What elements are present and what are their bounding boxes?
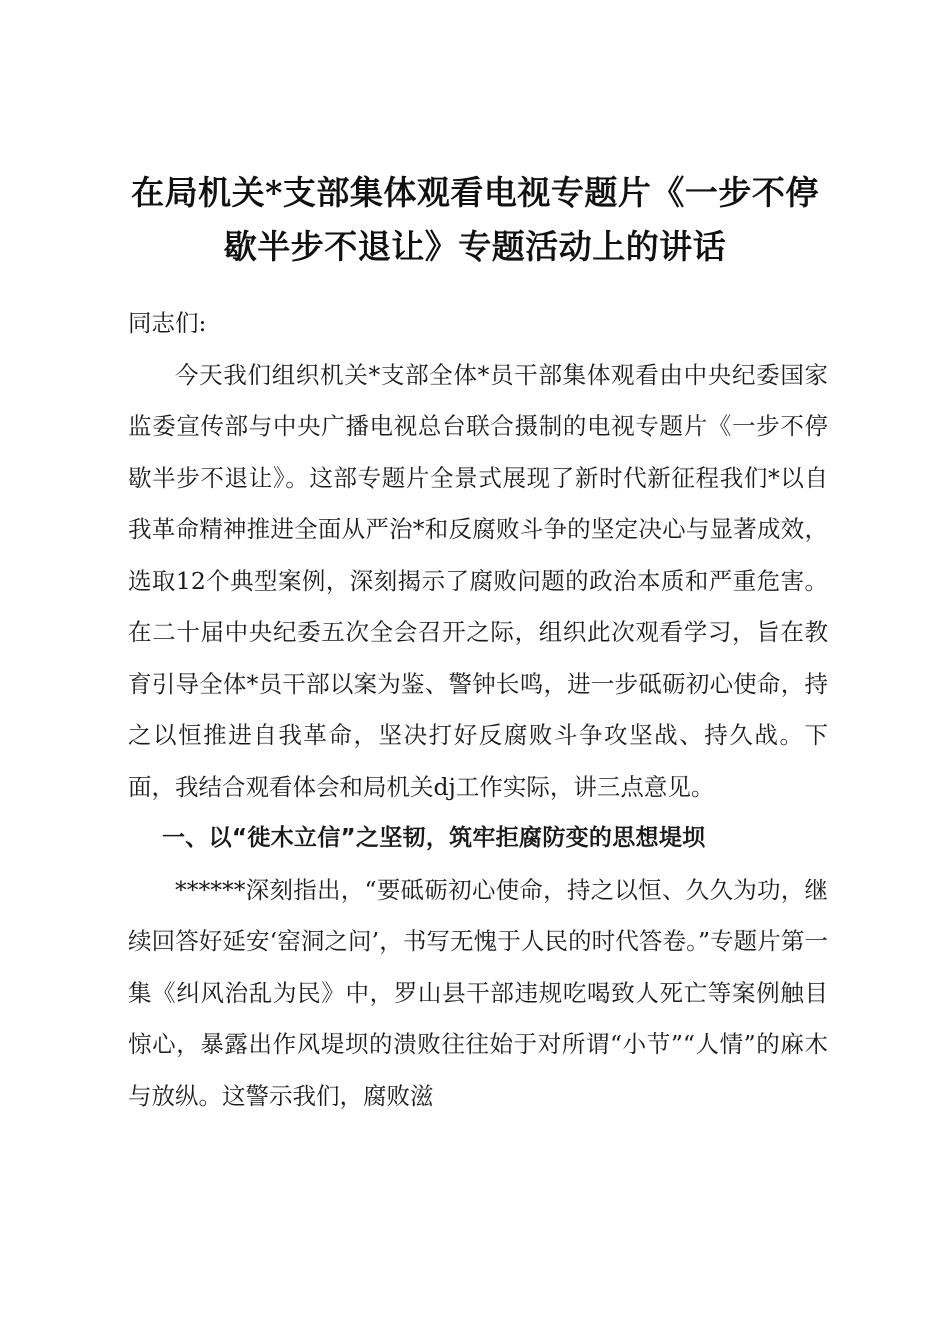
document-title: 在局机关*支部集体观看电视专题片《一步不停歇半步不退让》专题活动上的讲话 — [131, 173, 819, 266]
document-body — [128, 298, 828, 1122]
section-paragraph: ******深刻指出，“要砥砺初心使命，持之以恒、久久为功，继续回答好延安‘窑洞之问’，书写无愧于人民的时代答卷。”专题片第一集《纠风治乱为民》中，罗山县干部违规吃喝致人死亡等案例触目惊心，暴露出作风堤坝的溃败往往始于对所谓“小节”“人情”的麻木与放纵。这警示我们，腐败滋 — [128, 875, 828, 1110]
section-heading: 一、以“徙木立信”之坚韧，筑牢拒腐防变的思想堤坝 — [162, 825, 706, 851]
intro-paragraph: 今天我们组织机关*支部全体*员干部集体观看由中央纪委国家监委宣传部与中央广播电视总台联合摄制的电视专题片《一步不停歇半步不退让》。这部专题片全景式展现了新时代新征程我们*以自我革命精神推进全面从严治*和反腐败斗争的坚定决心与显著成效，选取12个典型案例，深刻揭示了腐败问题的政治本质和严重危害。在二十届中央纪委五次全会召开之际，组织此次观看学习，旨在教育引导全体*员干部以案为鉴、警钟长鸣，进一步砥砺初心使命，持之以恒推进自我革命，坚决打好反腐败斗争攻坚战、持久战。下面，我结合观看体会和局机关dj工作实际，讲三点意见。 — [128, 360, 828, 801]
salutation: 同志们: — [128, 309, 207, 337]
